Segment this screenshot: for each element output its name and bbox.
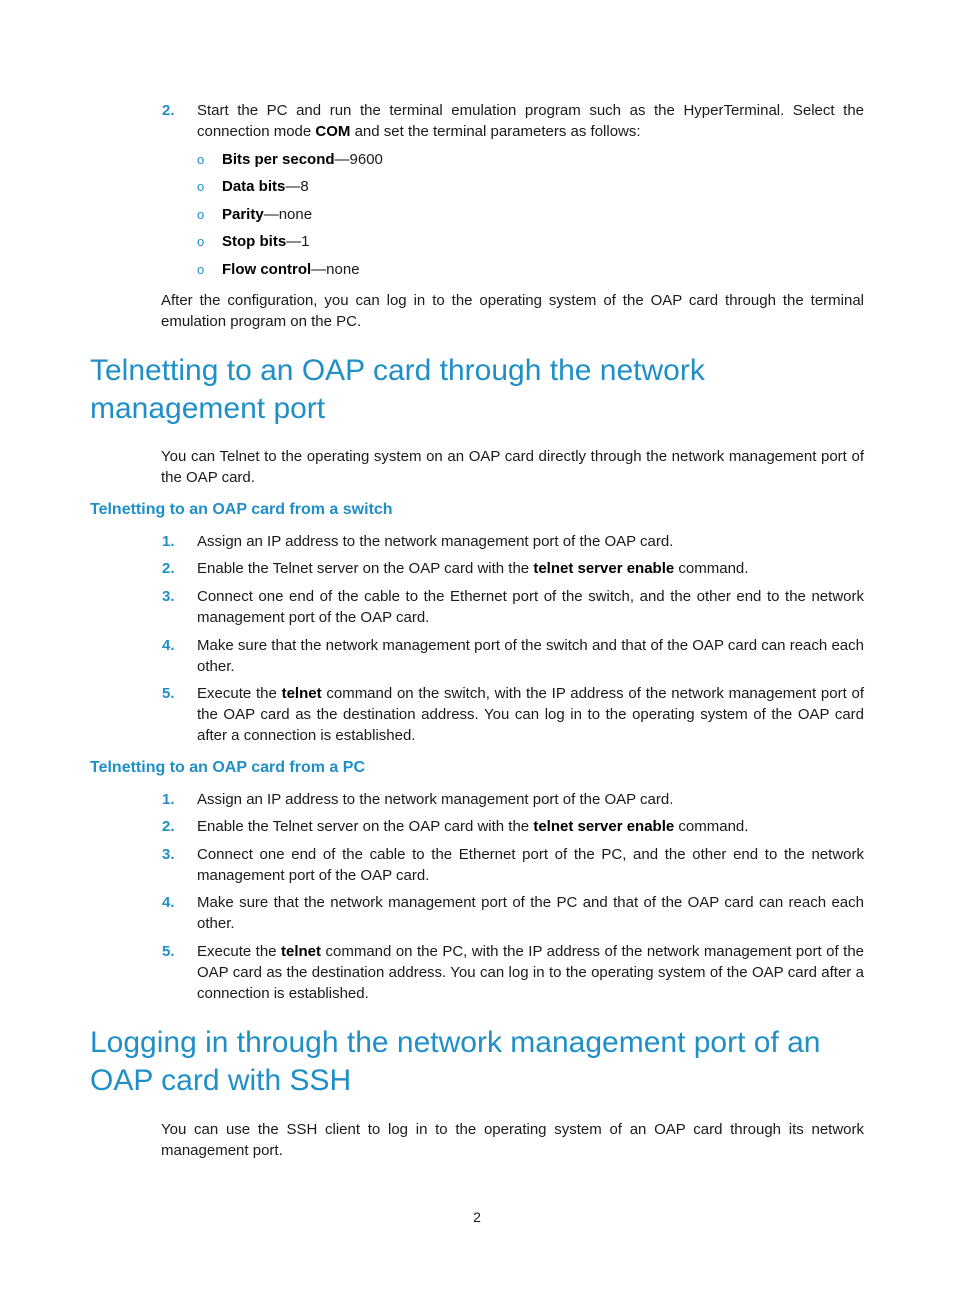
text-run: command on the switch, with the IP address of the network management port of the OAP card as the destination address. You can log in to the operating system of the OAP card after a connection is established. bbox=[197, 685, 865, 744]
text-run: Enable the Telnet server on the OAP card with the bbox=[197, 818, 534, 835]
step-number: 4. bbox=[162, 637, 175, 654]
bullet-marker: o bbox=[197, 207, 205, 222]
step-text bbox=[197, 892, 864, 934]
step-number: 3. bbox=[162, 588, 175, 605]
text-run: Connect one end of the cable to the Ethernet port of the switch, and the other end to the network management port of the OAP card. bbox=[197, 588, 864, 626]
text-run: command. bbox=[674, 560, 749, 577]
bold-term: telnet server enable bbox=[533, 560, 675, 577]
text-run: Assign an IP address to the network management port of the OAP card. bbox=[197, 533, 674, 550]
parameter-value: —9600 bbox=[334, 151, 383, 168]
step-text bbox=[197, 100, 864, 142]
bullet-marker: o bbox=[197, 234, 205, 249]
step-text bbox=[197, 586, 864, 628]
parameter-name: Parity bbox=[222, 206, 264, 223]
bold-term: telnet server enable bbox=[533, 818, 675, 835]
subheading-from-switch: Telnetting to an OAP card from a switch bbox=[90, 501, 393, 518]
bullet-item bbox=[222, 231, 310, 252]
step-number: 5. bbox=[162, 943, 175, 960]
parameter-value: —8 bbox=[285, 178, 309, 195]
parameter-name: Bits per second bbox=[222, 151, 335, 168]
text-run: Enable the Telnet server on the OAP card with the bbox=[197, 560, 534, 577]
section-heading-ssh: Logging in through the network management port of an OAP card with SSH bbox=[90, 1026, 821, 1097]
step-number: 2. bbox=[162, 818, 175, 835]
bullet-marker: o bbox=[197, 152, 205, 167]
bullet-item bbox=[222, 204, 312, 225]
text-run: command. bbox=[674, 818, 749, 835]
text-run: Start the PC and run the terminal emulation program such as the HyperTerminal. Select the connection mode bbox=[197, 102, 864, 140]
step-text bbox=[197, 844, 864, 886]
ssh-intro-text: You can use the SSH client to log in to the operating system of an OAP card through its network management port. bbox=[161, 1121, 864, 1159]
step-text bbox=[197, 941, 864, 1004]
step-text bbox=[197, 816, 864, 837]
bold-term: COM bbox=[315, 123, 351, 140]
parameter-name: Stop bits bbox=[222, 233, 287, 250]
step-number: 1. bbox=[162, 533, 175, 550]
after-configuration-text: After the configuration, you can log in to the operating system of the OAP card through the terminal emulation program on the PC. bbox=[161, 292, 864, 330]
bold-term: telnet bbox=[281, 685, 322, 702]
text-run: Execute the bbox=[197, 943, 282, 960]
text-run: Make sure that the network management port of the switch and that of the OAP card can reach each other. bbox=[197, 637, 864, 675]
parameter-value: —none bbox=[311, 261, 360, 278]
bullet-item bbox=[222, 176, 309, 197]
step-number: 4. bbox=[162, 894, 175, 911]
step-text bbox=[197, 635, 864, 677]
step-text bbox=[197, 558, 864, 579]
text-run: Make sure that the network management port of the PC and that of the OAP card can reach each other. bbox=[197, 894, 864, 932]
text-run: and set the terminal parameters as follows: bbox=[350, 123, 641, 140]
step-number: 1. bbox=[162, 791, 175, 808]
step-text bbox=[197, 789, 864, 810]
text-run: Connect one end of the cable to the Ethernet port of the PC, and the other end to the network management port of the OAP card. bbox=[197, 846, 864, 884]
bold-term: telnet bbox=[281, 943, 322, 960]
telnet-intro-text: You can Telnet to the operating system on an OAP card directly through the network management port of the OAP card. bbox=[161, 448, 864, 486]
subheading-from-pc: Telnetting to an OAP card from a PC bbox=[90, 759, 365, 776]
step-number: 5. bbox=[162, 685, 175, 702]
parameter-value: —none bbox=[263, 206, 313, 223]
step-number: 2. bbox=[162, 560, 175, 577]
bullet-item bbox=[222, 259, 360, 280]
step-text bbox=[197, 531, 864, 552]
step-number: 2. bbox=[162, 102, 175, 119]
text-run: Execute the bbox=[197, 685, 282, 702]
section-heading-telnet: Telnetting to an OAP card through the network management port bbox=[90, 354, 705, 425]
text-run: command on the PC, with the IP address of the network management port of the OAP card as the destination address. You can log in to the operating system of the OAP card after a connection is established. bbox=[197, 943, 865, 1002]
parameter-name: Data bits bbox=[222, 178, 286, 195]
text-run: Assign an IP address to the network management port of the OAP card. bbox=[197, 791, 674, 808]
bullet-marker: o bbox=[197, 179, 205, 194]
parameter-value: —1 bbox=[286, 233, 310, 250]
page-number: 2 bbox=[473, 1209, 481, 1225]
bullet-marker: o bbox=[197, 262, 205, 277]
step-number: 3. bbox=[162, 846, 175, 863]
parameter-name: Flow control bbox=[222, 261, 312, 278]
bullet-item bbox=[222, 149, 383, 170]
step-text bbox=[197, 683, 864, 746]
